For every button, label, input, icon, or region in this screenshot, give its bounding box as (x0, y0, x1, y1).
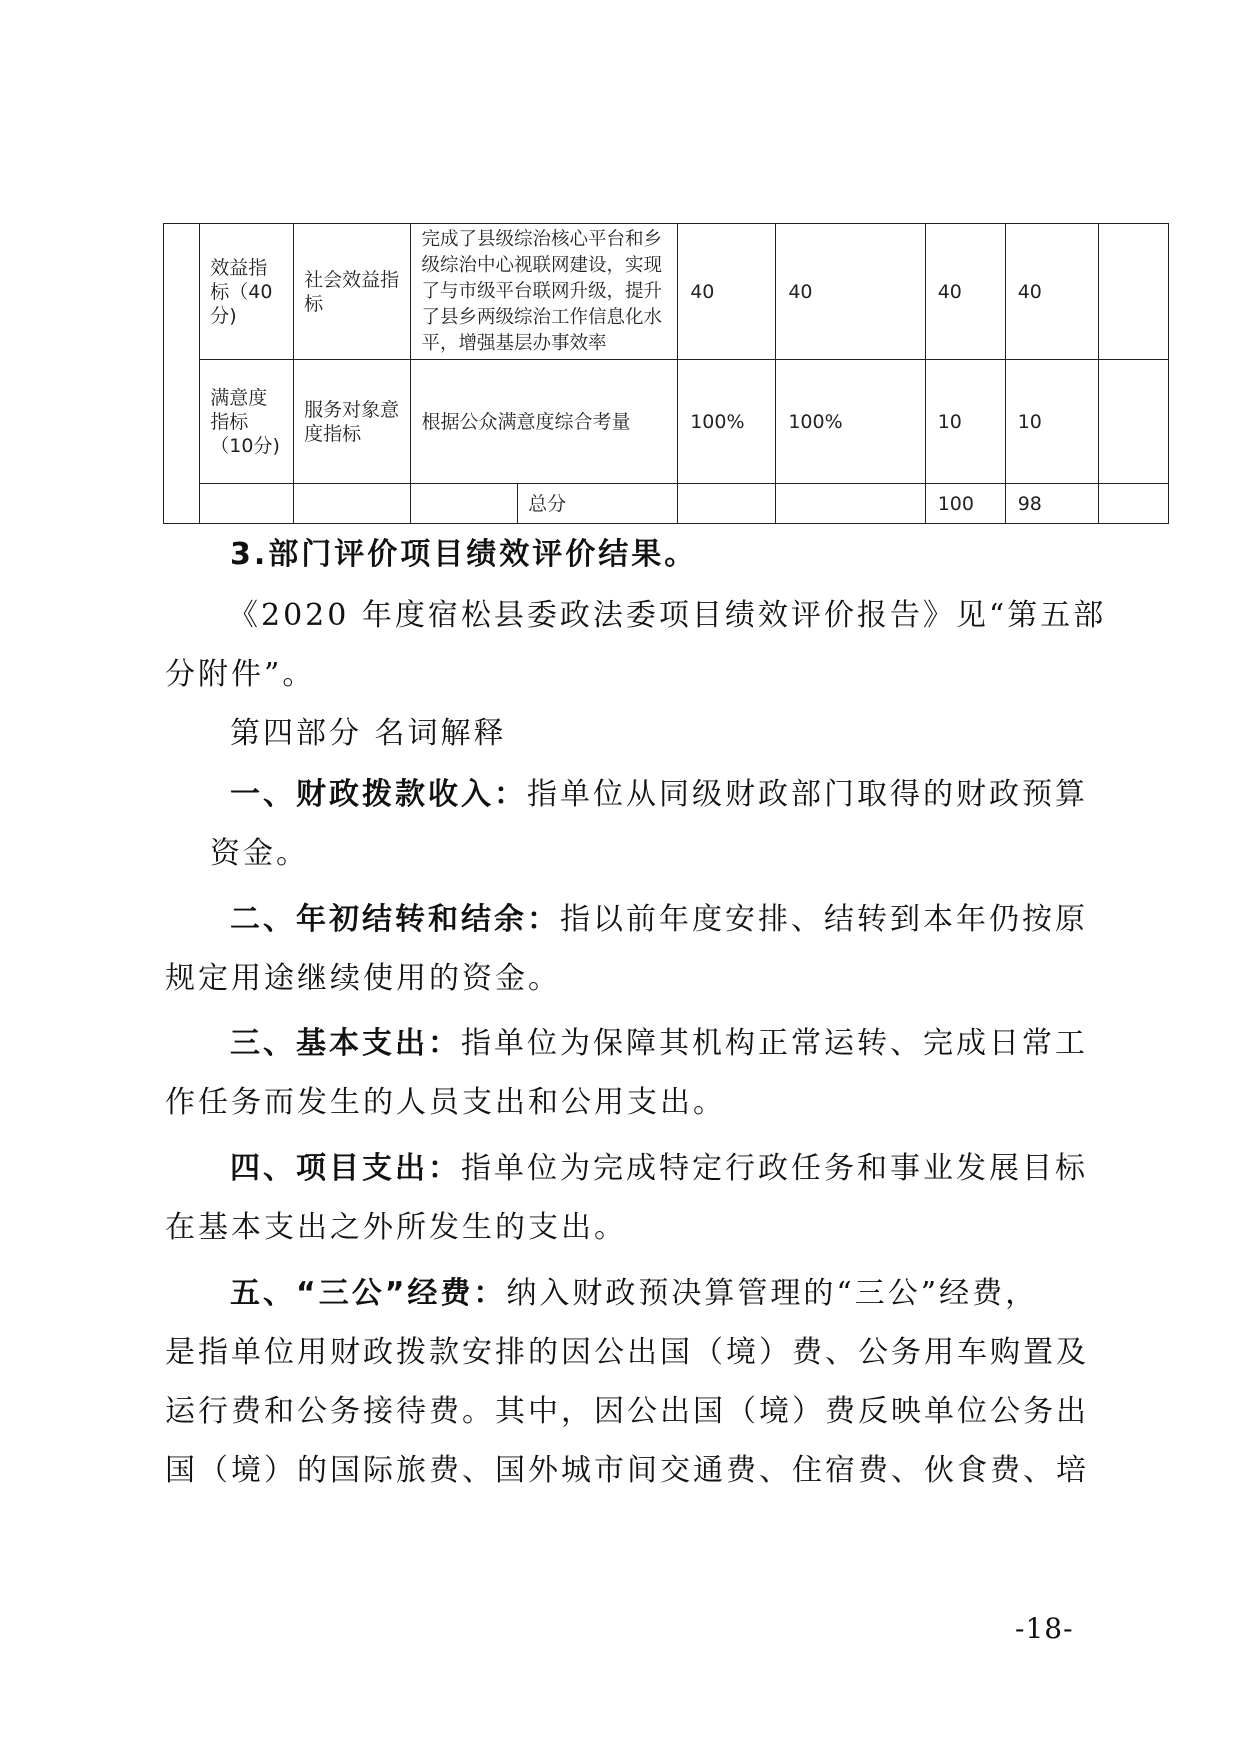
term-name: 二、年初结转和结余： (230, 902, 560, 937)
table-cell-target: 40 (678, 224, 776, 360)
term-name: 三、基本支出： (230, 1026, 461, 1061)
table-total-score: 98 (1005, 484, 1098, 524)
table-cell-category: 满意度指标（10分) (200, 360, 294, 484)
term-line (230, 775, 1150, 815)
table-cell-actual: 40 (776, 224, 925, 360)
page-number: -18- (1015, 1612, 1074, 1645)
term-line: 在基本支出之外所发生的支出。 (165, 1210, 627, 1245)
table-cell-description: 完成了县级综治核心平台和乡级综治中心视联网建设，实现了与市级平台联网升级，提升了县乡两级综治工作信息化水平，增强基层办事效率 (411, 224, 678, 360)
table-cell-blank (1098, 360, 1169, 484)
paragraph-line: 《2020 年度宿松县委政法委项目绩效评价报告》见“第五部 (228, 598, 1107, 633)
term-name: 五、“三公”经费： (230, 1276, 507, 1311)
table-cell-blank (1098, 224, 1169, 360)
table-cell-weight: 10 (925, 360, 1005, 484)
term-line (230, 1274, 1150, 1314)
table-cell-category: 效益指标（40分) (200, 224, 294, 360)
term-line (230, 900, 1150, 940)
term-text: 指以前年度安排、结转到本年仍按原 (560, 902, 1088, 937)
performance-table (163, 223, 1169, 524)
term-text: 指单位为完成特定行政任务和事业发展目标 (461, 1151, 1088, 1186)
term-line: 是指单位用财政拨款安排的因公出国（境）费、公务用车购置及 (165, 1335, 1089, 1370)
table-cell-score: 10 (1005, 360, 1098, 484)
table-cell-blank (164, 224, 200, 524)
term-line (230, 1024, 1150, 1064)
table-cell-blank (776, 484, 925, 524)
part-title: 第四部分 名词解释 (230, 716, 507, 751)
term-line: 作任务而发生的人员支出和公用支出。 (165, 1085, 726, 1120)
table-row (164, 224, 1169, 360)
table-cell-blank (294, 484, 411, 524)
term-text: 指单位从同级财政部门取得的财政预算 (527, 777, 1088, 812)
table-row (164, 360, 1169, 484)
term-name: 四、项目支出： (230, 1151, 461, 1186)
term-text: 指单位为保障其机构正常运转、完成日常工 (461, 1026, 1088, 1061)
paragraph-line: 分附件”。 (165, 657, 316, 692)
term-line (230, 1149, 1150, 1189)
table-cell-blank (678, 484, 776, 524)
term-line: 运行费和公务接待费。其中，因公出国（境）费反映单位公务出 (165, 1394, 1089, 1429)
table-total-row (164, 484, 1169, 524)
term-line: 规定用途继续使用的资金。 (165, 961, 561, 996)
table-total-weight: 100 (925, 484, 1005, 524)
table-cell-target: 100% (678, 360, 776, 484)
table-cell-subcategory: 社会效益指标 (294, 224, 411, 360)
table-cell-blank (200, 484, 294, 524)
table-cell-subcategory: 服务对象意度指标 (294, 360, 411, 484)
term-line: 国（境）的国际旅费、国外城市间交通费、住宿费、伙食费、培 (165, 1453, 1089, 1488)
table-cell-blank (411, 484, 518, 524)
term-name: 一、财政拨款收入： (230, 777, 527, 812)
table-cell-score: 40 (1005, 224, 1098, 360)
term-text: 纳入财政预决算管理的“三公”经费， (506, 1276, 1039, 1311)
table-cell-description: 根据公众满意度综合考量 (411, 360, 678, 484)
term-line: 资金。 (210, 836, 309, 871)
section-heading: 3.部门评价项目绩效评价结果。 (230, 537, 698, 572)
table-total-label: 总分 (518, 484, 678, 524)
table-cell-blank (1098, 484, 1169, 524)
table-cell-actual: 100% (776, 360, 925, 484)
table-cell-weight: 40 (925, 224, 1005, 360)
